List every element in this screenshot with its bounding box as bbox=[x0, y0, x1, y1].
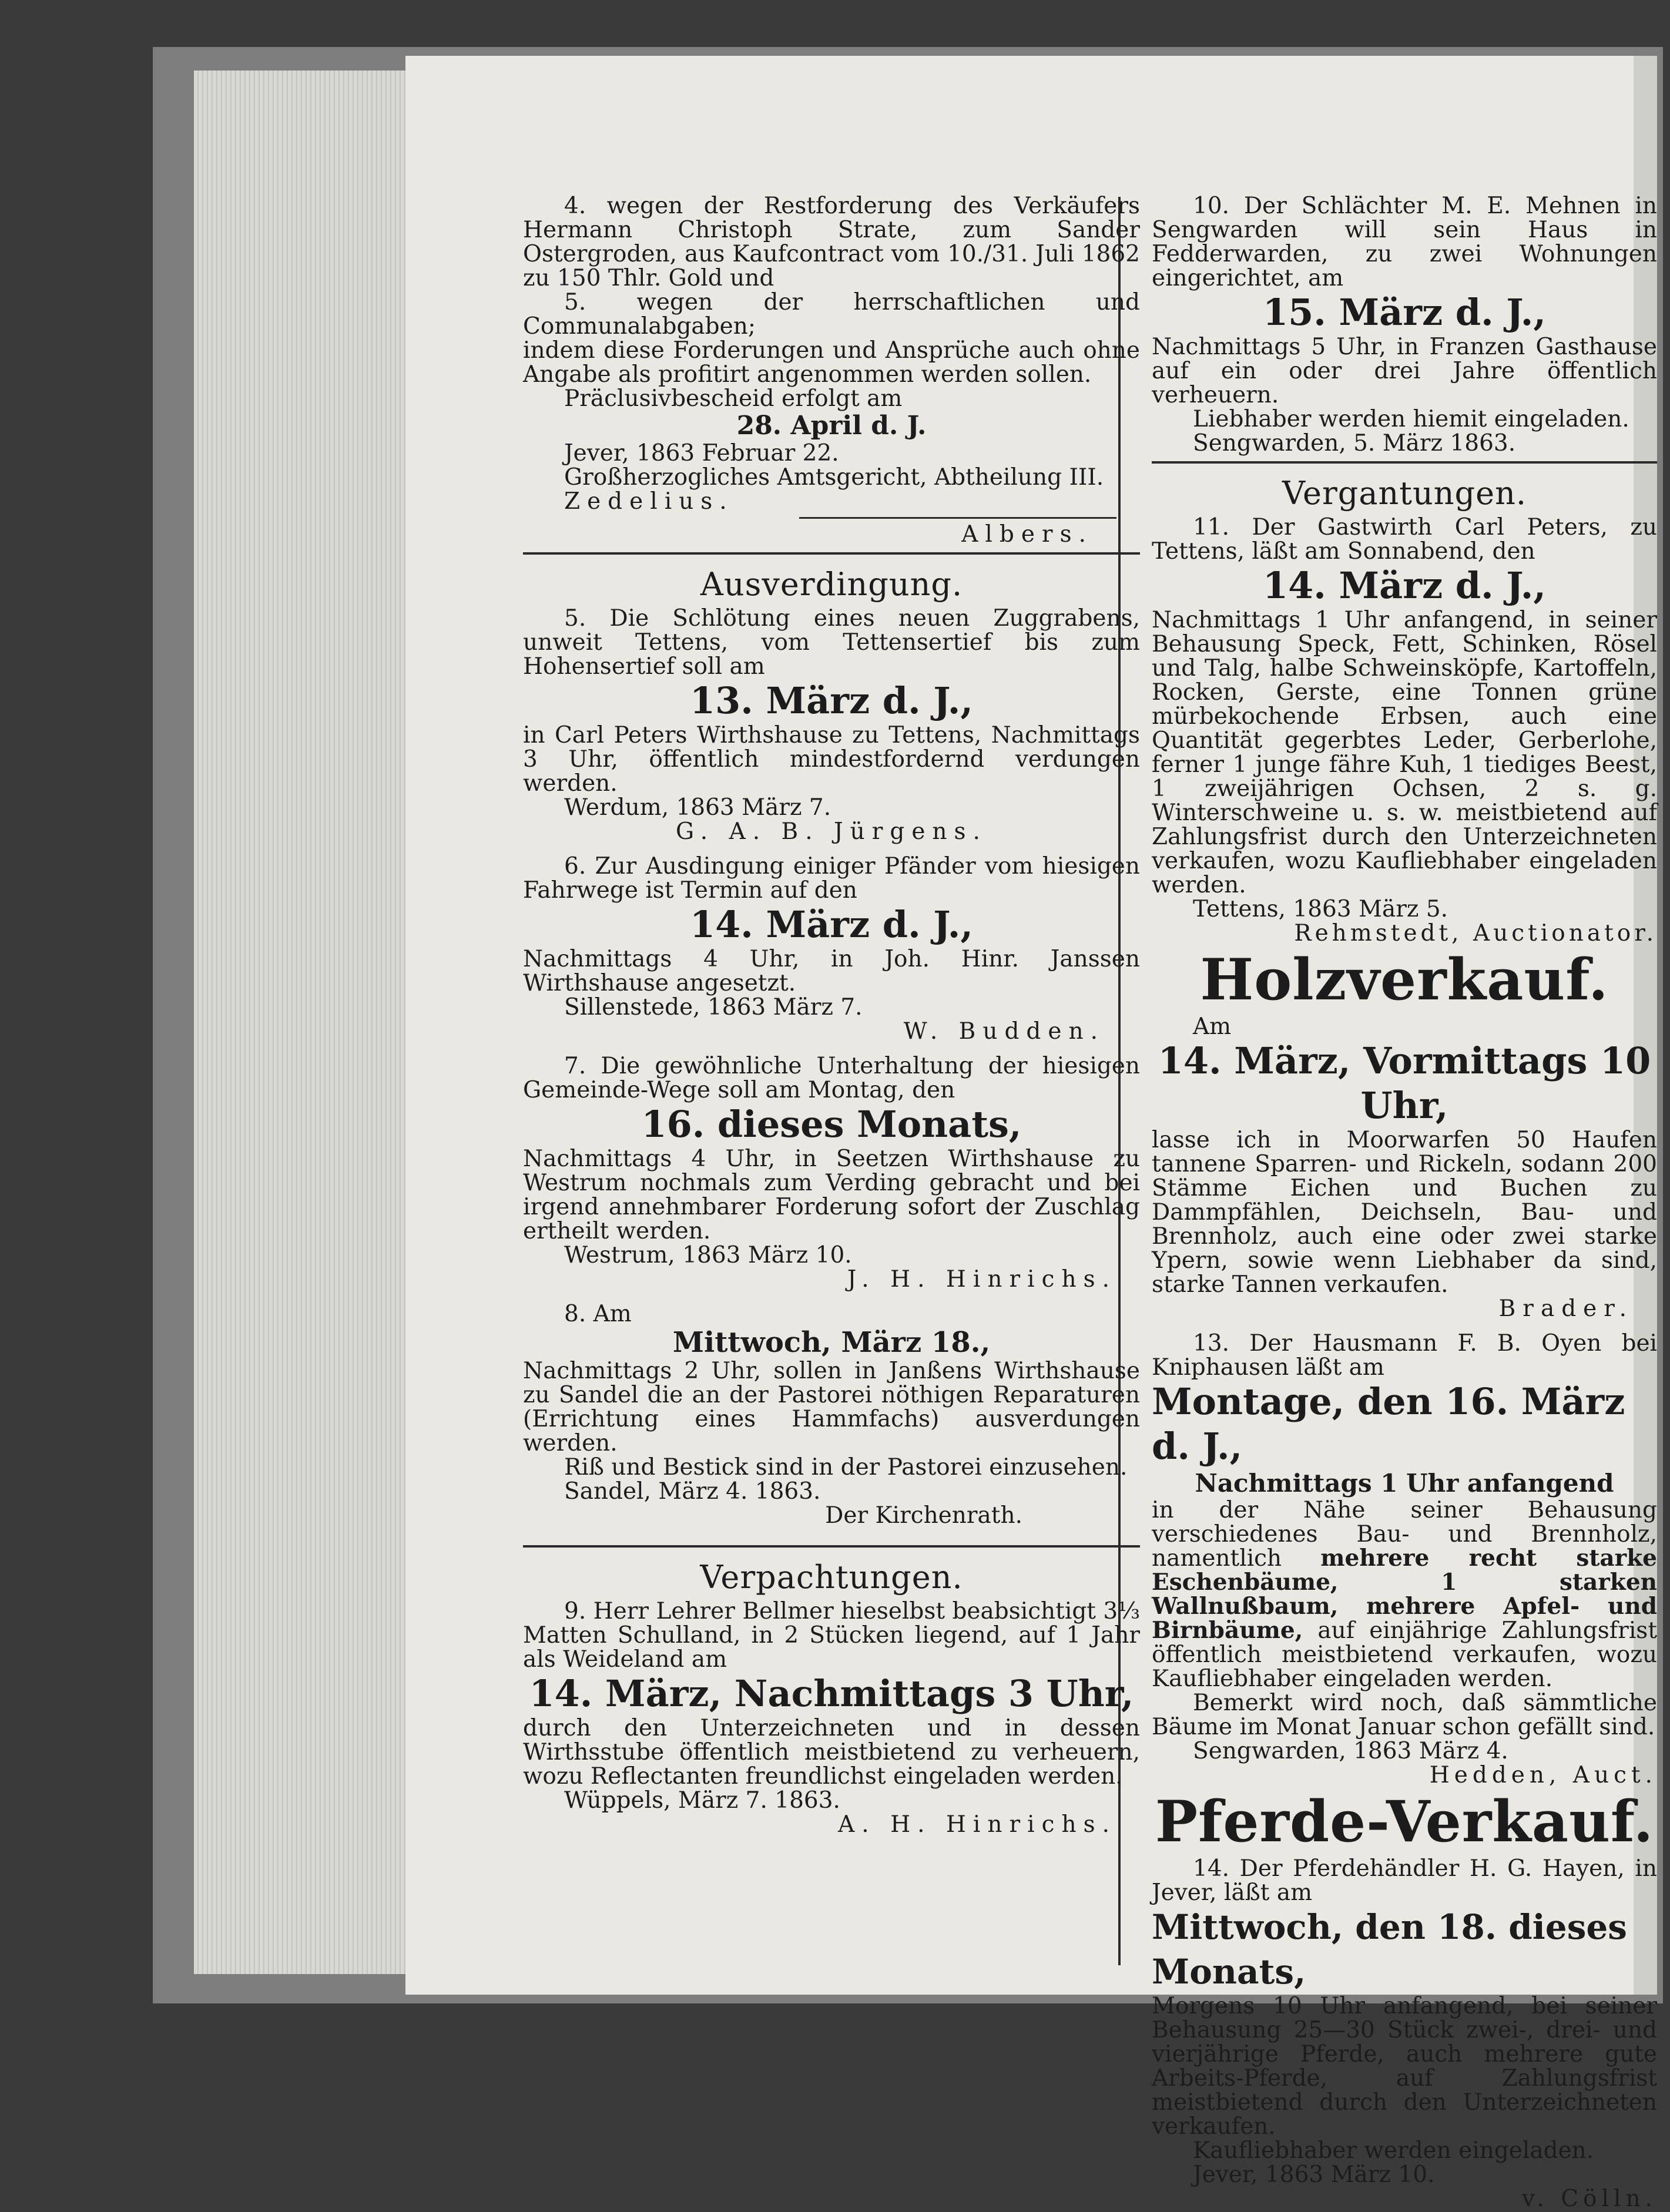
item-11-date: 14. März d. J., bbox=[1263, 564, 1546, 607]
notice-signature: Zedelius. bbox=[564, 488, 734, 515]
item-13-body bbox=[1152, 1498, 1657, 1691]
notice-place: Jever, 1863 Februar 22. bbox=[564, 440, 839, 466]
item-14-date: Mittwoch, den 18. dieses Monats, bbox=[1152, 1907, 1627, 1992]
item-5-text: 5. Die Schlötung eines neuen Zuggrabens, unweit Tettens, vom Tettensertief bis zum Hohensertief soll am bbox=[523, 605, 1140, 680]
item-7-date: 16. dieses Monats, bbox=[641, 1103, 1022, 1146]
item-5-body: in Carl Peters Wirthshause zu Tettens, Nachmittags 3 Uhr, öffentlich mindestfordernd verdungen werden. bbox=[523, 722, 1140, 797]
left-column bbox=[523, 194, 1140, 1837]
section-rule-2 bbox=[523, 1545, 1140, 1548]
right-column bbox=[1152, 194, 1657, 2211]
section-rule-3 bbox=[1152, 461, 1657, 464]
item-8-place: Sandel, März 4. 1863. bbox=[564, 1478, 821, 1505]
item-8-body-2: Riß und Bestick sind in der Pastorei einzusehen. bbox=[564, 1454, 1128, 1481]
item-13-place: Sengwarden, 1863 März 4. bbox=[1193, 1738, 1508, 1764]
item-13-date: Montage, den 16. März d. J., bbox=[1152, 1380, 1625, 1468]
item-14-body-2: Kaufliebhaber werden eingeladen. bbox=[1193, 2137, 1594, 2164]
item-10-body: Nachmittags 5 Uhr, in Franzen Gasthause auf ein oder drei Jahre öffentlich verheuern. bbox=[1152, 334, 1657, 408]
section-rule bbox=[523, 552, 1140, 555]
section-heading-ausverdingung: Ausverdingung. bbox=[700, 566, 963, 603]
item-9-place: Wüppels, März 7. 1863. bbox=[564, 1787, 840, 1814]
holz-date: 14. März, Vormittags 10 Uhr, bbox=[1158, 1039, 1651, 1127]
item-8-signature: Der Kirchenrath. bbox=[825, 1502, 1022, 1529]
notice-item-4: 4. wegen der Restforderung des Verkäufers Hermann Christoph Strate, zum Sander Ostergroden, aus Kaufcontract vom 10./31. Juli 1862 zu 150 Thlr. Gold und bbox=[523, 193, 1140, 291]
item-11-signature: Rehmstedt, Auctionator. bbox=[1294, 920, 1657, 946]
item-7-body: Nachmittags 4 Uhr, in Seetzen Wirthshause zu Westrum nochmals zum Verding gebracht und bei irgend annehmbarer Forderung sofort der Zuschlag ertheilt werden. bbox=[523, 1146, 1140, 1244]
item-9-signature: A. H. Hinrichs. bbox=[838, 1811, 1116, 1838]
item-6-date: 14. März d. J., bbox=[690, 903, 973, 946]
item-10-body-2: Liebhaber werden hiemit eingeladen. bbox=[1193, 406, 1629, 432]
item-11-body: Nachmittags 1 Uhr anfangend, in seiner Behausung Speck, Fett, Schinken, Rösel und Talg, halbe Schweinsköpfe, Kartoffeln, Rocken, Gerste, eine Tonnen grüne mürbekochende Erbsen, auch eine Quantität gegerbtes Leder, Gerberlohe, ferner 1 junge fähre Kuh, 1 tiediges Beest, 1 zweijährigen Ochsen, 2 s. g. Winterschweine u. s. w. meistbietend auf Zahlungsfrist durch den Unterzeichneten verkaufen, wozu Kaufliebhaber eingeladen werden. bbox=[1152, 607, 1657, 898]
item-5-signature: G. A. B. Jürgens. bbox=[676, 818, 987, 845]
item-6-place: Sillenstede, 1863 März 7. bbox=[564, 994, 863, 1021]
item-14-place: Jever, 1863 März 10. bbox=[1193, 2161, 1435, 2188]
item-10-place: Sengwarden, 5. März 1863. bbox=[1193, 430, 1516, 457]
item-8-text: 8. Am bbox=[564, 1301, 632, 1327]
notice-clause: indem diese Forderungen und Ansprüche auch ohne Angabe als profitirt angenommen werden sollen. bbox=[523, 337, 1140, 388]
item-7-signature: J. H. Hinrichs. bbox=[847, 1266, 1116, 1293]
item-9-text: 9. Herr Lehrer Bellmer hieselbst beabsichtigt 3⅓ Matten Schulland, in 2 Stücken liegend, auf 1 Jahr als Weideland am bbox=[523, 1598, 1140, 1673]
item-9-date: 14. März, Nachmittags 3 Uhr, bbox=[529, 1672, 1134, 1715]
item-11-place: Tettens, 1863 März 5. bbox=[1193, 896, 1448, 922]
item-13-body-b: auf einjährige Zahlungsfrist öffentlich meistbietend verkaufen, wozu Kaufliebhaber eingeladen werden. bbox=[1152, 1617, 1657, 1692]
item-14-body: Morgens 10 Uhr anfangend, bei seiner Behausung 25—30 Stück zwei-, drei- und vierjährige Pferde, auch mehrere gute Arbeits-Pferde, auf Zahlungsfrist meistbietend durch den Unterzeichneten verkaufen. bbox=[1152, 1993, 1657, 2140]
newspaper-page bbox=[405, 56, 1657, 2212]
holz-signature: Brader. bbox=[1498, 1295, 1634, 1322]
item-13-text: 13. Der Hausmann F. B. Oyen bei Kniphausen läßt am bbox=[1152, 1330, 1657, 1381]
item-5-date: 13. März d. J., bbox=[690, 679, 973, 722]
item-6-body: Nachmittags 4 Uhr, in Joh. Hinr. Janssen Wirthshause angesetzt. bbox=[523, 946, 1140, 996]
item-13-body-a: in der Nähe seiner Behausung verschiedenes Bau- und Brennholz, namentlich bbox=[1152, 1497, 1657, 1572]
notice-court: Großherzogliches Amtsgericht, Abtheilung III. bbox=[564, 464, 1104, 491]
item-6-text: 6. Zur Ausdingung einiger Pfänder vom hiesigen Fahrwege ist Termin auf den bbox=[523, 853, 1140, 904]
item-13-signature: Hedden, Auct. bbox=[1429, 1762, 1657, 1788]
item-8-body: Nachmittags 2 Uhr, sollen in Janßens Wirthshause zu Sandel die an der Pastorei nöthigen Reparaturen (Errichtung eines Hammfachs) ausverdungen werden. bbox=[523, 1358, 1140, 1456]
item-9-body: durch den Unterzeichneten und in dessen Wirthsstube öffentlich meistbietend zu verheuern, wozu Reflectanten freundlichst eingeladen werden. bbox=[523, 1715, 1140, 1790]
item-13-bold: mehrere recht starke Eschenbäume, 1 starken Wallnußbaum, mehrere Apfel- und Birnbäume, bbox=[1152, 1545, 1657, 1644]
notice-item-5: 5. wegen der herrschaftlichen und Communalabgaben; bbox=[523, 289, 1140, 340]
page-stack bbox=[194, 71, 405, 1974]
item-6-signature: W. Budden. bbox=[903, 1018, 1105, 1045]
section-heading-pferde-verkauf: Pferde-Verkauf. bbox=[1155, 1788, 1654, 1855]
section-heading-holzverkauf: Holzverkauf. bbox=[1200, 946, 1609, 1013]
notice-date: 28. April d. J. bbox=[736, 411, 927, 441]
notice-text: Präclusivbescheid erfolgt am bbox=[564, 385, 903, 412]
item-8-date: Mittwoch, März 18., bbox=[672, 1326, 991, 1359]
signature-rule bbox=[799, 517, 1116, 519]
item-13-body-2: Bemerkt wird noch, daß sämmtliche Bäume im Monat Januar schon gefällt sind. bbox=[1152, 1690, 1657, 1740]
item-5-place: Werdum, 1863 März 7. bbox=[564, 794, 831, 821]
item-7-place: Westrum, 1863 März 10. bbox=[564, 1242, 852, 1268]
item-10-text: 10. Der Schlächter M. E. Mehnen in Sengwarden will sein Haus in Fedderwarden, zu zwei Wohnungen eingerichtet, am bbox=[1152, 193, 1657, 291]
item-10-date: 15. März d. J., bbox=[1263, 291, 1546, 334]
item-13-time: Nachmittags 1 Uhr anfangend bbox=[1195, 1469, 1614, 1498]
item-7-text: 7. Die gewöhnliche Unterhaltung der hiesigen Gemeinde-Wege soll am Montag, den bbox=[523, 1053, 1140, 1103]
item-11-text: 11. Der Gastwirth Carl Peters, zu Tettens, läßt am Sonnabend, den bbox=[1152, 514, 1657, 565]
section-heading-verpachtungen: Verpachtungen. bbox=[700, 1559, 963, 1596]
notice-signature-2: Albers. bbox=[961, 521, 1093, 548]
holz-body: lasse ich in Moorwarfen 50 Haufen tannene Sparren- und Rickeln, sodann 200 Stämme Eichen und Buchen zu Dammpfählen, Deichseln, Bau- und Brennholz, auch eine oder zwei starke Ypern, sowie wenn Liebhaber da sind, starke Tannen verkaufen. bbox=[1152, 1127, 1657, 1298]
section-heading-vergantungen: Vergantungen. bbox=[1282, 475, 1527, 512]
holz-am: Am bbox=[1193, 1013, 1232, 1040]
item-14-signature: v. Cölln. bbox=[1522, 2186, 1657, 2212]
item-14-text: 14. Der Pferdehändler H. G. Hayen, in Jever, läßt am bbox=[1152, 1855, 1657, 1906]
